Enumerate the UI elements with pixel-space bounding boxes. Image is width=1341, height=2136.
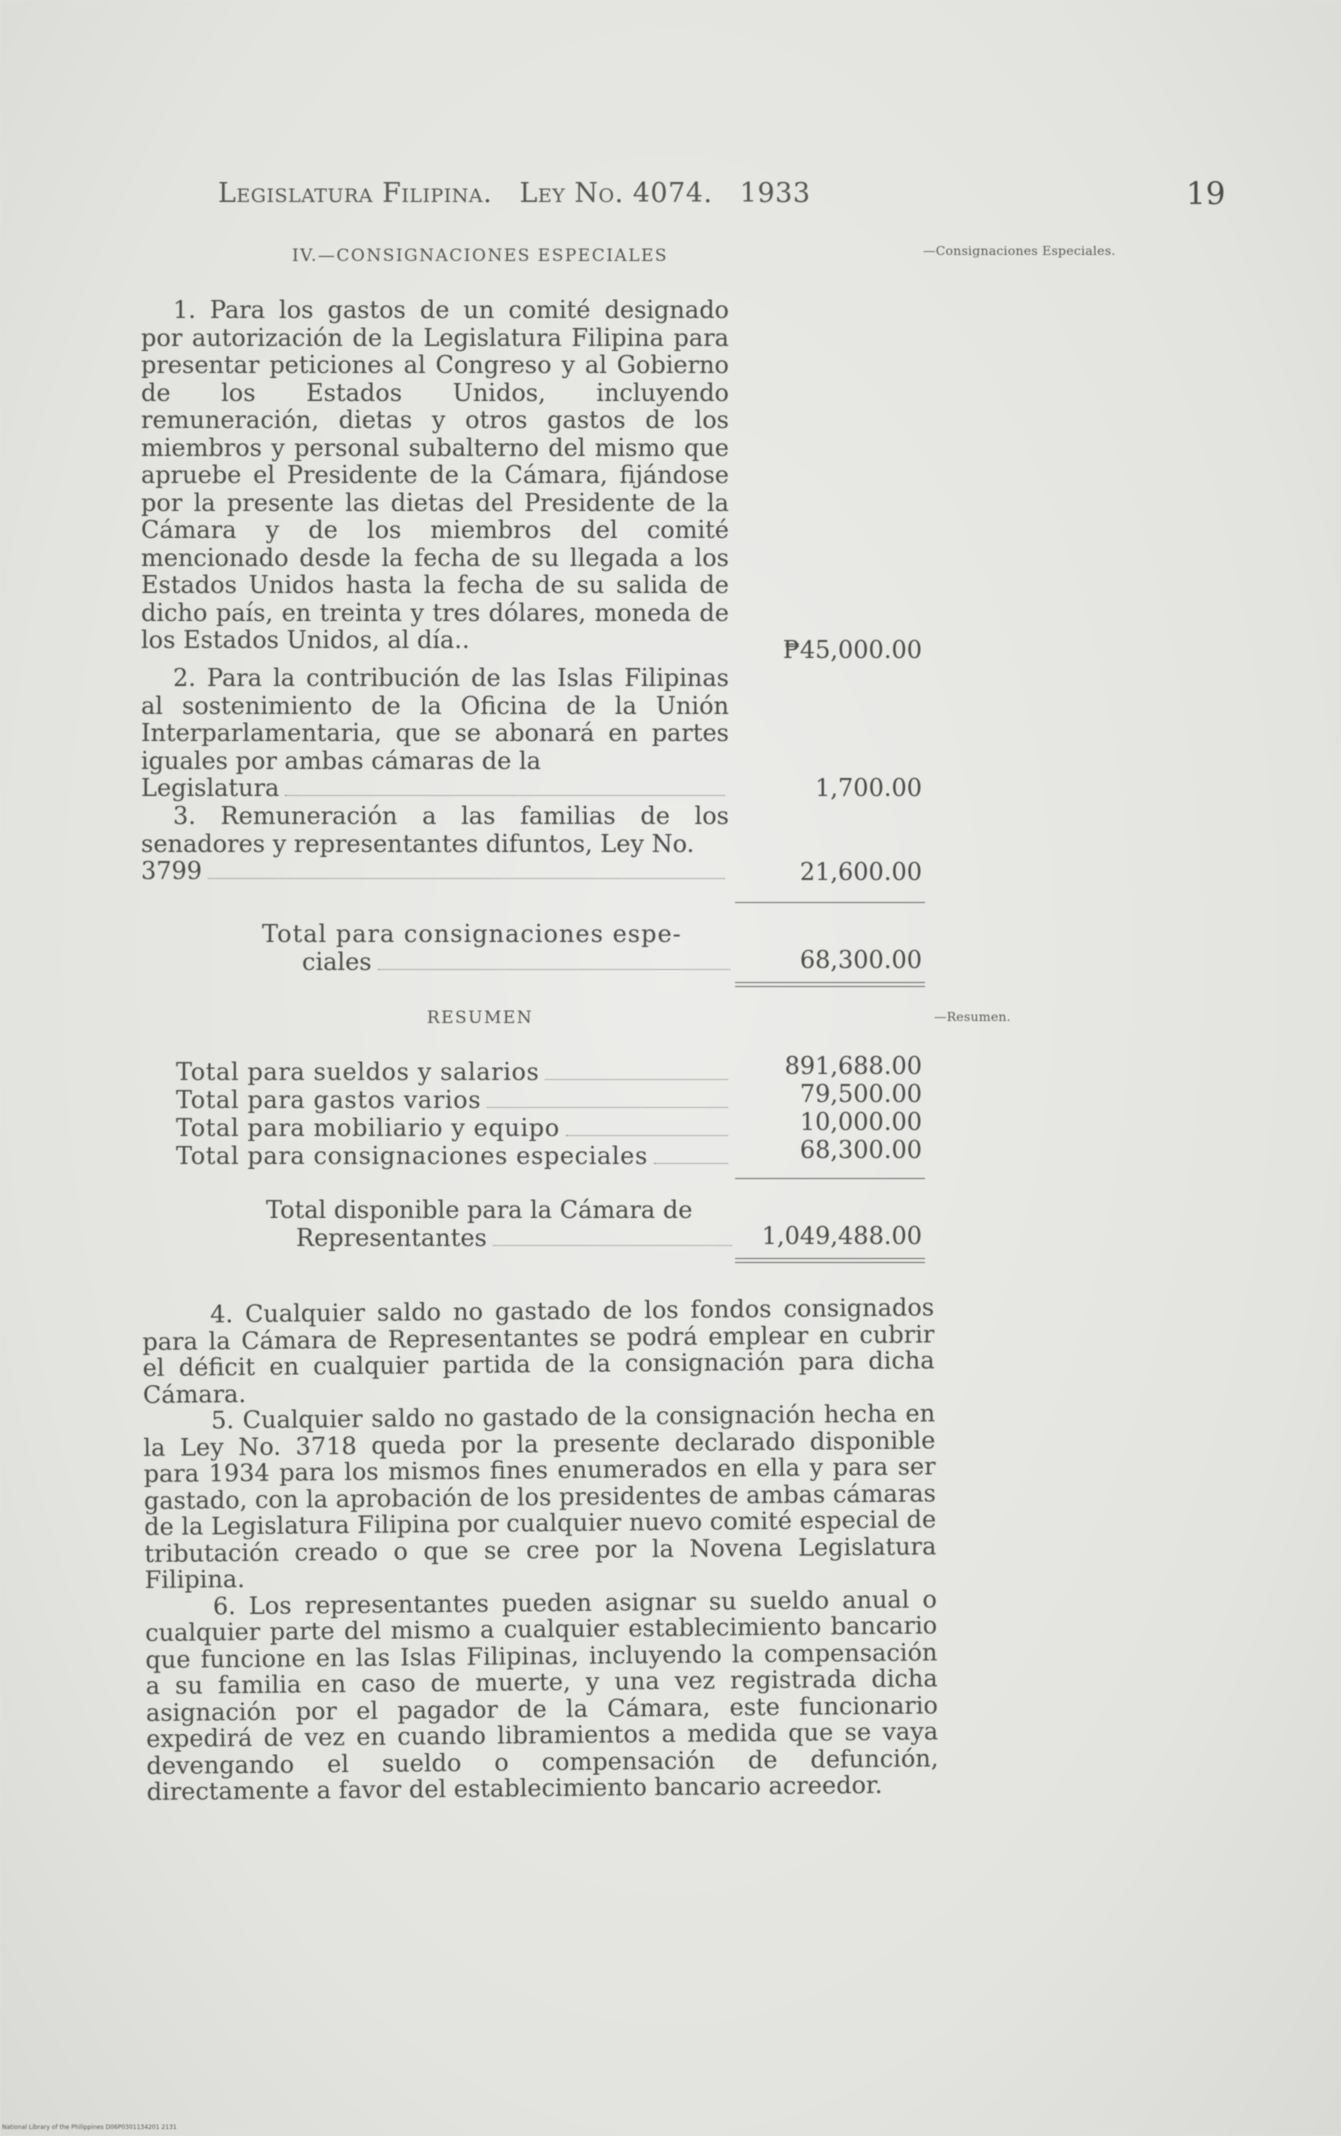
footer-credit: National Library of the Philippines D06P0301134201 2131: [2, 2124, 177, 2131]
dot-leader: [487, 1106, 728, 1108]
running-head: [218, 178, 858, 209]
summary-title: RESUMEN: [426, 1008, 534, 1028]
item-2-amount: 1,700.00: [815, 774, 922, 802]
grand-total-label: [266, 1196, 736, 1252]
page-number: 19: [1186, 176, 1226, 212]
summary-row: [176, 1058, 732, 1086]
summary-row-3: [176, 1114, 732, 1142]
dot-leader: [566, 1134, 728, 1136]
summary-rule: [735, 1178, 925, 1179]
item-2-text: [141, 665, 729, 803]
summary-row-4: [176, 1142, 732, 1170]
item-3-last-line: 3799: [141, 857, 203, 885]
section-total-amount: 68,300.00: [799, 946, 922, 974]
section-total-label-line2: ciales: [302, 948, 372, 976]
summary-row-1: [176, 1058, 732, 1086]
item-1-amount: ₱45,000.00: [782, 636, 922, 664]
body-paragraphs: [142, 1294, 939, 1805]
summary-row-amount: 10,000.00: [799, 1108, 922, 1136]
dot-leader: [545, 1078, 728, 1080]
item-3-paragraph: 3. Remuneración a las familias de los senadores y representantes difuntos, Ley No.: [141, 802, 729, 858]
section-title: IV.—CONSIGNACIONES ESPECIALES: [291, 246, 669, 266]
grand-total-leader-line: [266, 1224, 736, 1252]
subtotal-rule: [735, 902, 925, 903]
dot-leader: [208, 877, 725, 879]
dot-leader: [378, 968, 730, 970]
item-3-leader-line: [141, 858, 729, 886]
running-head-year: 1933: [739, 178, 811, 209]
dot-leader: [493, 1244, 732, 1246]
running-head-title: Legislatura Filipina.: [218, 178, 493, 209]
item-3-text: [141, 803, 729, 886]
section-total-label: [262, 920, 734, 976]
dot-leader: [654, 1162, 728, 1164]
item-2-paragraph: 2. Para la contribución de las Islas Filipinas al sostenimiento de la Oficina de la Unión Interparlamentaria, que se abonará en partes iguales por ambas cámaras de la: [141, 664, 729, 775]
running-head-law: Ley No. 4074.: [519, 178, 713, 209]
summary-row-label: Total para sueldos y salarios: [176, 1058, 540, 1086]
dot-leader: [285, 794, 725, 796]
total-double-rule: [735, 982, 925, 987]
summary-row-2: [176, 1086, 732, 1114]
summary-row-amount: 68,300.00: [799, 1136, 922, 1164]
item-3-amount: 21,600.00: [799, 858, 922, 886]
summary-row: [176, 1114, 732, 1142]
summary-row: [176, 1086, 732, 1114]
grand-total-label-line1: Total disponible para la Cámara de: [266, 1196, 693, 1224]
paragraph-6: 6. Los representantes pueden asignar su sueldo anual o cualquier parte del mismo a cualquier establecimiento bancario que funcione en las Islas Filipinas, incluyendo la compensación a su familia en caso de muerte, y una vez registrada dicha asignación por el pagador de la Cámara, este funcionario expedirá de vez en cuando libramientos a medida que se vaya devengando el sueldo o compensación de defunción, directamente a favor del establecimiento bancario acreedor.: [145, 1584, 939, 1806]
margin-note-consignaciones: —Consignaciones Especiales.: [923, 243, 1116, 258]
paragraph-5: 5. Cualquier saldo no gastado de la consignación hecha en la Ley No. 3718 queda por la presente declarado disponible para 1934 para los mismos fines enumerados en ella y para ser gastado, con la aprobación de los presidentes de ambas cámaras de la Legislatura Filipina por cualquier nuevo comité especial de tributación creado o que se cree por la Novena Legislatura Filipina.: [143, 1399, 937, 1594]
margin-note-resumen: —Resumen.: [934, 1009, 1011, 1024]
item-1-paragraph: 1. Para los gastos de un comité designado por autorización de la Legislatura Filipina para presentar peticiones al Congreso y al Gobierno de los Estados Unidos, incluyendo remuneración, dietas y otros gastos de los miembros y personal subalterno del mismo que apruebe el Presidente de la Cámara, fijándose por la presente las dietas del Presidente de la Cámara y de los miembros del comité mencionado desde la fecha de su llegada a los Estados Unidos hasta la fecha de su salida de dicho país, en treinta y tres dólares, moneda de los Estados Unidos, al día..: [141, 296, 729, 654]
section-total-leader-line: [262, 948, 734, 976]
grand-total-amount: 1,049,488.00: [761, 1222, 922, 1250]
summary-row-amount: 891,688.00: [784, 1052, 922, 1080]
summary-row-label: Total para mobiliario y equipo: [176, 1114, 560, 1142]
section-total-label-line1: Total para consignaciones espe-: [262, 920, 682, 948]
summary-row-label: Total para gastos varios: [176, 1086, 482, 1114]
item-1-text: [141, 297, 729, 655]
paragraph-4: 4. Cualquier saldo no gastado de los fondos consignados para la Cámara de Representantes se podrá emplear en cubrir el déficit en cualquier partida de la consignación para dicha Cámara.: [142, 1293, 935, 1409]
summary-row-amount: 79,500.00: [799, 1080, 922, 1108]
grand-total-label-line2: Representantes: [296, 1224, 487, 1252]
grand-total-double-rule: [735, 1258, 925, 1263]
item-2-leader-line: [141, 775, 729, 803]
summary-row-label: Total para consignaciones especiales: [176, 1142, 648, 1170]
summary-row: [176, 1142, 732, 1170]
item-2-last-line: Legislatura: [141, 774, 280, 802]
